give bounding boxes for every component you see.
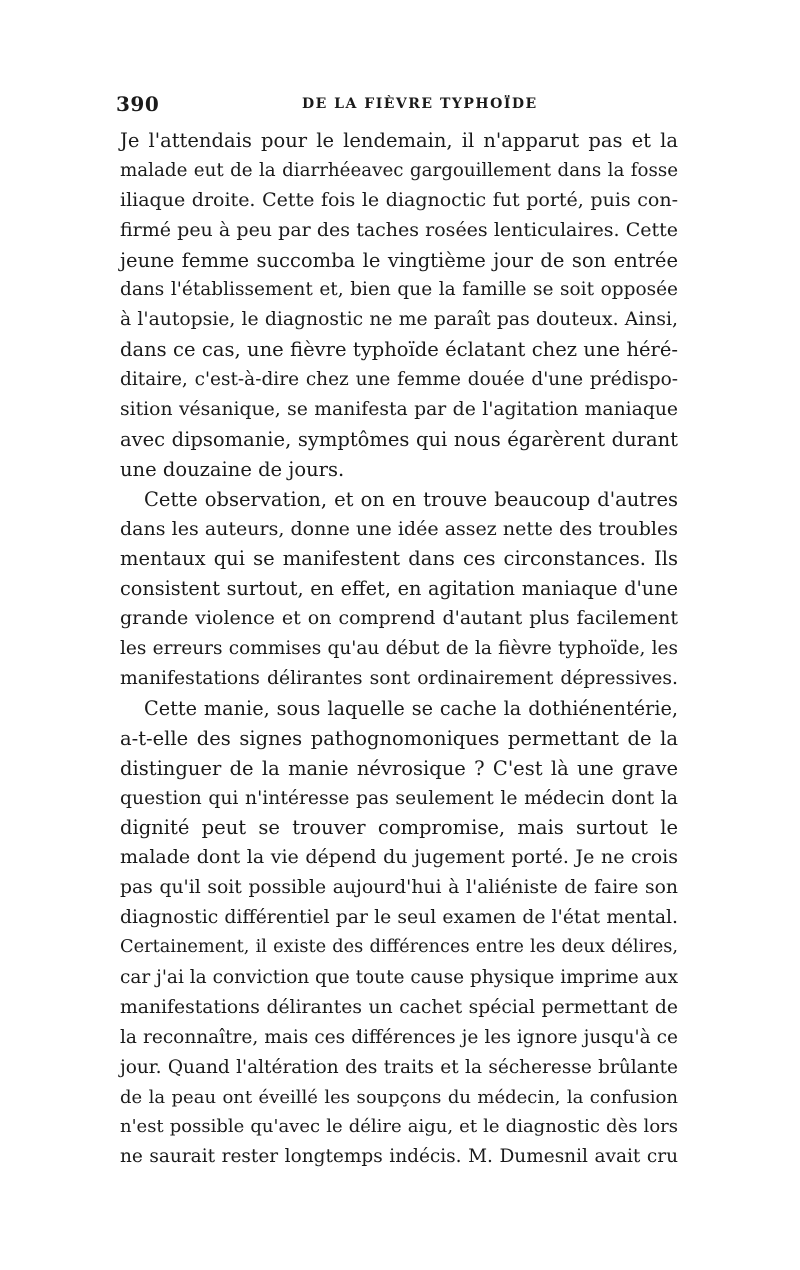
text-line: à l'autopsie, le diagnostic ne me paraît pas douteux. Ainsi,: [120, 309, 678, 331]
text-line: malade dont la vie dépend du jugement porté. Je ne crois: [120, 846, 678, 869]
paragraph-start-line: Cette observation, et on en trouve beaucoup d'autres: [144, 487, 678, 511]
text-line: sition vésanique, se manifesta par de l'agitation maniaque: [120, 399, 678, 421]
text-line: grande violence et on comprend d'autant plus facilement: [120, 607, 678, 630]
text-line: consistent surtout, en effet, en agitation maniaque d'une: [120, 577, 678, 601]
text-line: avec dipsomanie, symptômes qui nous égarèrent durant: [120, 427, 678, 451]
text-line: dans l'établissement et, bien que la famille se soit opposée: [120, 279, 678, 301]
page-number: 390: [116, 92, 160, 116]
text-line: jour. Quand l'altération des traits et la sécheresse brûlante: [120, 1056, 678, 1078]
text-line: de la peau ont éveillé les soupçons du médecin, la confusion: [120, 1086, 678, 1108]
text-line: pas qu'il soit possible aujourd'hui à l'aliéniste de faire son: [120, 877, 678, 899]
text-line: dans ce cas, une fièvre typhoïde éclatant chez une héré-: [120, 338, 678, 362]
text-line: Je l'attendais pour le lendemain, il n'apparut pas et la: [120, 129, 678, 152]
text-line: n'est possible qu'avec le délire aigu, et le diagnostic dès lors: [120, 1116, 678, 1138]
text-line: jeune femme succomba le vingtième jour de son entrée: [120, 248, 678, 272]
page-header: [116, 92, 678, 116]
paragraph-end-line: une douzaine de jours.: [120, 457, 345, 481]
body-text: [120, 126, 678, 1172]
text-line: malade eut de la diarrhéeavec gargouillement dans la fosse: [120, 159, 678, 181]
paragraph-start-line: Cette manie, sous laquelle se cache la dothiénentérie,: [144, 696, 678, 720]
text-line: ditaire, c'est-à-dire chez une femme douée d'une prédispo-: [120, 369, 678, 391]
text-line: dignité peut se trouver compromise, mais surtout le: [120, 816, 678, 840]
text-line: mentaux qui se manifestent dans ces circonstances. Ils: [120, 547, 678, 571]
text-line: a-t-elle des signes pathognomoniques permettant de la: [120, 726, 678, 750]
text-line: diagnostic différentiel par le seul examen de l'état mental.: [120, 907, 678, 929]
text-line: manifestations délirantes un cachet spécial permettant de: [120, 996, 678, 1018]
running-title: DE LA FIÈVRE TYPHOÏDE: [302, 96, 538, 112]
text-line: dans les auteurs, donne une idée assez nette des troubles: [120, 517, 678, 540]
text-line: la reconnaître, mais ces différences je les ignore jusqu'à ce: [120, 1026, 678, 1048]
text-line: iliaque droite. Cette fois le diagnoctic fut porté, puis con-: [120, 188, 678, 211]
text-line: distinguer de la manie névrosique ? C'est là une grave: [120, 756, 678, 780]
paragraph-end-line: manifestations délirantes sont ordinairement dépressives.: [120, 668, 678, 690]
text-line: Certainement, il existe des différences entre les deux délires,: [120, 937, 678, 958]
text-line: firmé peu à peu par des taches rosées lenticulaires. Cette: [120, 218, 678, 241]
text-line: les erreurs commises qu'au début de la fièvre typhoïde, les: [120, 638, 678, 660]
text-line: ne saurait rester longtemps indécis. M. Dumesnil avait cru: [120, 1146, 678, 1168]
text-line: car j'ai la conviction que toute cause physique imprime aux: [120, 966, 678, 988]
text-line: question qui n'intéresse pas seulement le médecin dont la: [120, 787, 678, 809]
